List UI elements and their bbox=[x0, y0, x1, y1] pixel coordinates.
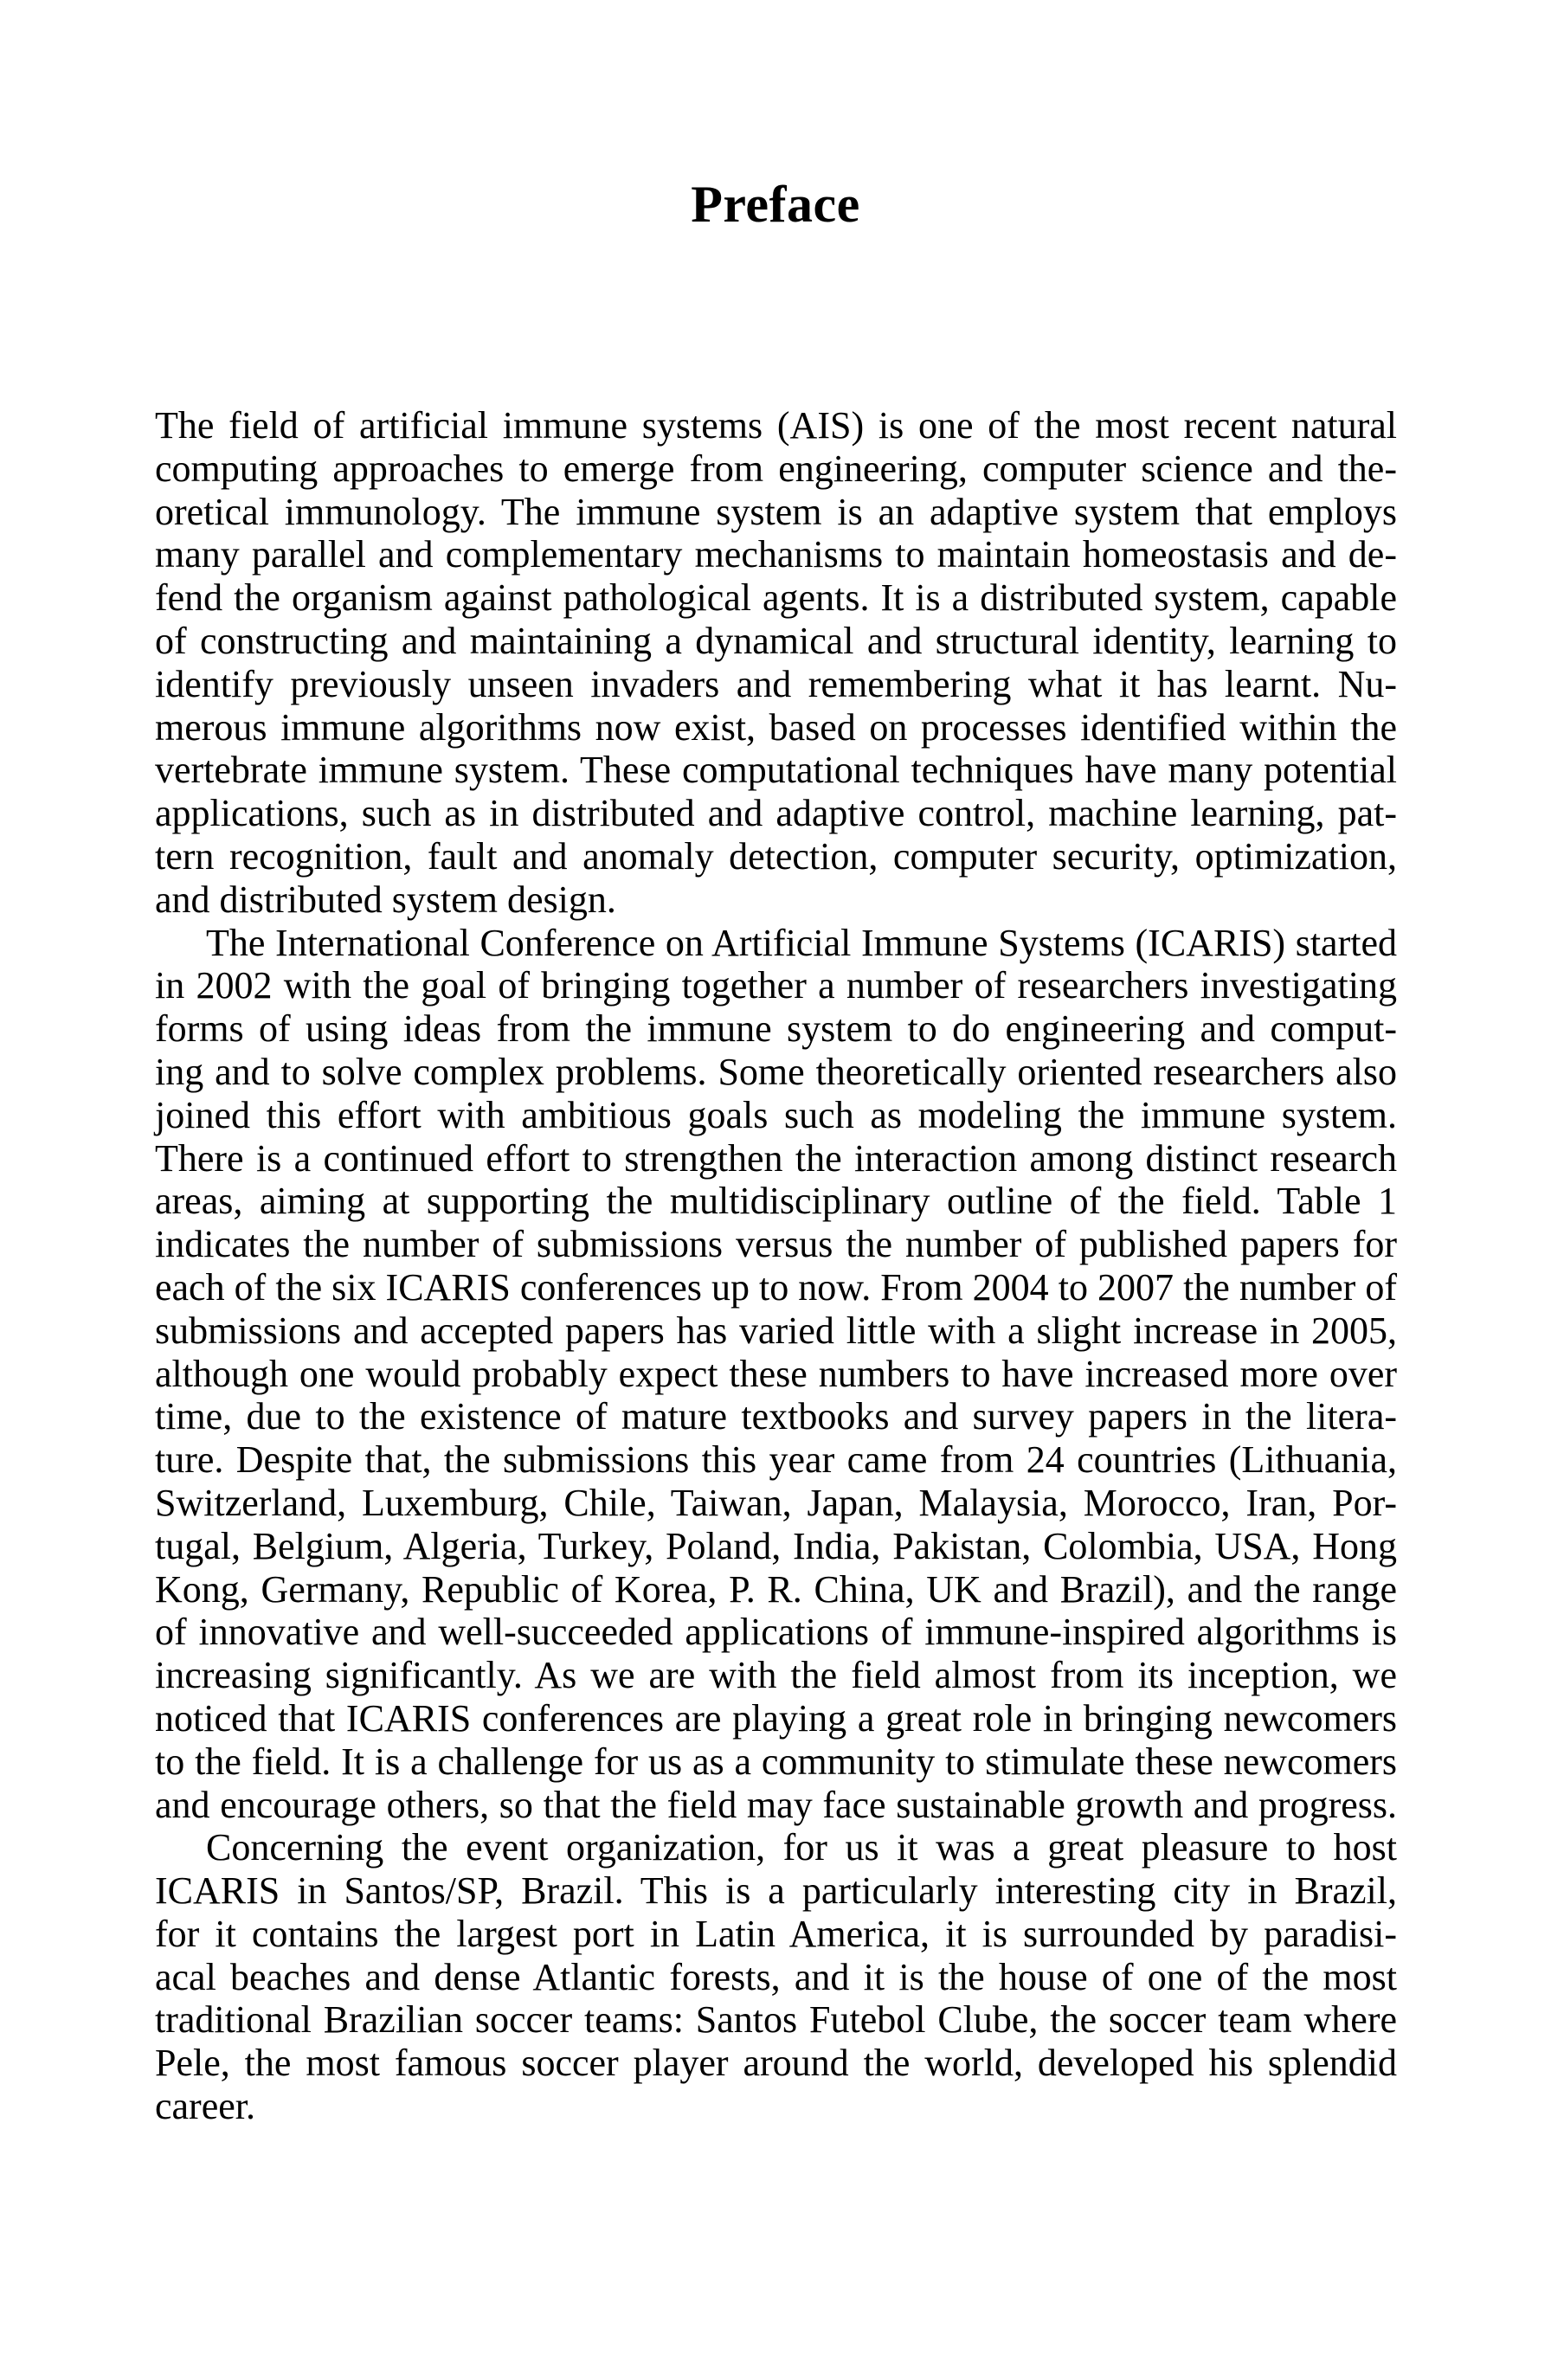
text-line: identify previously unseen invaders and remembering what it has learnt. Nu- bbox=[155, 662, 1397, 705]
text-line: of innovative and well-succeeded applications of immune-inspired algorithms is bbox=[155, 1611, 1397, 1654]
text-line: traditional Brazilian soccer teams: Santos Futebol Clube, the soccer team where bbox=[155, 1998, 1397, 2042]
text-line: areas, aiming at supporting the multidisciplinary outline of the field. Table 1 bbox=[155, 1180, 1397, 1223]
page-title: Preface bbox=[691, 176, 860, 233]
text-line: noticed that ICARIS conferences are playing a great role in bringing newcomers bbox=[155, 1696, 1397, 1740]
text-line: many parallel and complementary mechanisms to maintain homeostasis and de- bbox=[155, 533, 1397, 576]
text-line: of constructing and maintaining a dynamical and structural identity, learning to bbox=[155, 619, 1397, 662]
text-line: each of the six ICARIS conferences up to now. From 2004 to 2007 the number of bbox=[155, 1265, 1397, 1309]
paragraph-1 bbox=[155, 404, 1397, 922]
text-line: There is a continued effort to strengthen the interaction among distinct research bbox=[155, 1136, 1397, 1180]
text-line: ICARIS in Santos/SP, Brazil. This is a particularly interesting city in Brazil, bbox=[155, 1869, 1397, 1913]
text-line: fend the organism against pathological agents. It is a distributed system, capable bbox=[155, 576, 1397, 620]
text-line: to the field. It is a challenge for us as a community to stimulate these newcomers bbox=[155, 1740, 1397, 1783]
text-line: in 2002 with the goal of bringing together a number of researchers investigating bbox=[155, 964, 1397, 1007]
text-line: Kong, Germany, Republic of Korea, P. R. China, UK and Brazil), and the range bbox=[155, 1567, 1397, 1611]
text-line: submissions and accepted papers has varied little with a slight increase in 2005, bbox=[155, 1309, 1397, 1352]
preface-body bbox=[155, 404, 1397, 2128]
text-line: joined this effort with ambitious goals such as modeling the immune system. bbox=[155, 1093, 1397, 1136]
text-line: The International Conference on Artificial Immune Systems (ICARIS) started bbox=[206, 921, 1397, 964]
text-line: Pele, the most famous soccer player around the world, developed his splendid bbox=[155, 2042, 1397, 2085]
text-line: vertebrate immune system. These computational techniques have many potential bbox=[155, 749, 1397, 792]
text-line: computing approaches to emerge from engineering, computer science and the- bbox=[155, 447, 1397, 490]
text-line: tern recognition, fault and anomaly detection, computer security, optimization, bbox=[155, 834, 1397, 878]
text-line: acal beaches and dense Atlantic forests, and it is the house of one of the most bbox=[155, 1955, 1397, 1998]
text-line: Concerning the event organization, for us it was a great pleasure to host bbox=[206, 1826, 1397, 1869]
text-line: and encourage others, so that the field may face sustainable growth and progress. bbox=[155, 1783, 1397, 1826]
text-line: and distributed system design. bbox=[155, 878, 616, 921]
text-line: career. bbox=[155, 2085, 255, 2128]
text-line: although one would probably expect these numbers to have increased more over bbox=[155, 1352, 1397, 1395]
text-line: applications, such as in distributed and adaptive control, machine learning, pat- bbox=[155, 792, 1397, 835]
text-line: tugal, Belgium, Algeria, Turkey, Poland, India, Pakistan, Colombia, USA, Hong bbox=[155, 1524, 1397, 1567]
text-line: time, due to the existence of mature textbooks and survey papers in the litera- bbox=[155, 1395, 1397, 1438]
text-line: for it contains the largest port in Latin America, it is surrounded by paradisi- bbox=[155, 1912, 1397, 1955]
text-line: merous immune algorithms now exist, based on processes identified within the bbox=[155, 705, 1397, 749]
text-line: ture. Despite that, the submissions this year came from 24 countries (Lithuania, bbox=[155, 1438, 1397, 1482]
text-line: The field of artificial immune systems (AIS) is one of the most recent natural bbox=[155, 404, 1397, 447]
paragraph-3 bbox=[155, 1826, 1397, 2128]
text-line: Switzerland, Luxemburg, Chile, Taiwan, Japan, Malaysia, Morocco, Iran, Por- bbox=[155, 1481, 1397, 1524]
text-line: indicates the number of submissions versus the number of published papers for bbox=[155, 1223, 1397, 1266]
paragraph-2 bbox=[155, 922, 1397, 1827]
text-line: forms of using ideas from the immune system to do engineering and comput- bbox=[155, 1007, 1397, 1051]
text-line: increasing significantly. As we are with the field almost from its inception, we bbox=[155, 1654, 1397, 1697]
text-line: oretical immunology. The immune system is an adaptive system that employs bbox=[155, 490, 1397, 533]
text-line: ing and to solve complex problems. Some theoretically oriented researchers also bbox=[155, 1050, 1397, 1093]
